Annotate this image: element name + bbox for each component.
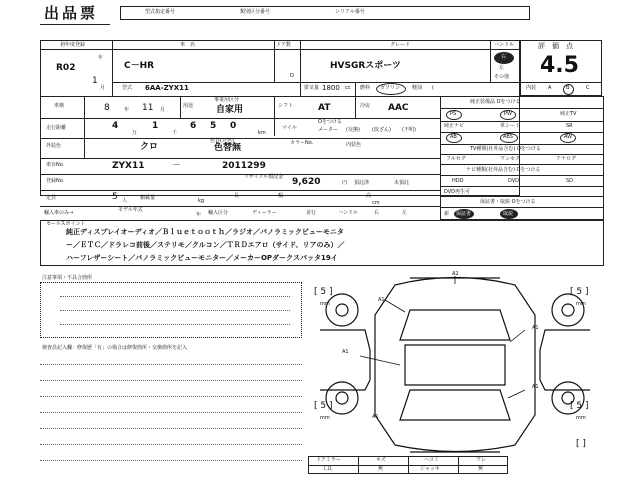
shift-value: AT xyxy=(318,103,331,113)
inspector-note-label: 検査員記入欄：修復歴「有」の場合は修復箇所・交換箇所を記入 xyxy=(42,345,188,351)
car-name-label: 車 名 xyxy=(180,42,196,48)
mileage-digit-1: 4 xyxy=(112,121,119,131)
month-unit: 月 xyxy=(100,85,106,91)
meter-option-unknown: (不明) xyxy=(402,127,416,133)
tv-title: TV種類(社外品含む) Oをつける xyxy=(470,146,541,152)
use-value: 自家用 xyxy=(216,105,244,115)
interior-a: A xyxy=(548,85,552,91)
header-label-type: 型式指定番号 xyxy=(145,9,176,15)
meter-label: マイル xyxy=(282,125,297,131)
legend-dent: ヘコミ xyxy=(424,457,440,463)
tv-fullseg: フルセグ xyxy=(446,156,466,162)
interior-c: C xyxy=(586,85,590,91)
load-label: 積載量 xyxy=(140,195,156,201)
displacement-label: 排気量 xyxy=(304,85,320,91)
damage-mark-front: A2 xyxy=(452,271,459,277)
dvd-playback: DVD再生可 xyxy=(444,189,471,195)
tread-front-left: [ 5 ] xyxy=(314,287,333,297)
steering-left: 左 xyxy=(499,65,505,71)
grade-label: グレード xyxy=(390,42,411,48)
color-code-label: カラーNo. xyxy=(290,140,314,146)
capacity-value: 5 xyxy=(112,192,118,202)
car-name: C－HR xyxy=(124,61,155,71)
fuel-label: 燃料 xyxy=(360,85,371,91)
capacity-unit: 人 xyxy=(122,198,128,204)
score-label: 評 価 点 xyxy=(538,42,573,50)
eq-ab: AB xyxy=(450,134,457,140)
meter-option-meter: メーター xyxy=(318,127,339,133)
year-label: 初年度登録 xyxy=(60,42,86,48)
tv-analog: アナログ xyxy=(556,156,577,162)
steering-right: 右 xyxy=(501,54,507,60)
import-parallel: 並行 xyxy=(306,210,317,216)
tread-spare: [ ] xyxy=(576,439,586,449)
load-unit: kg xyxy=(198,198,205,204)
dim-unit: cm xyxy=(372,200,380,206)
header-label-class: 類別区分番号 xyxy=(240,9,271,15)
tread-unit-rl: mm xyxy=(320,415,330,421)
tread-front-right: [ 5 ] xyxy=(570,287,589,297)
navi-dvd: DVD xyxy=(508,178,520,184)
manual-new: 新 xyxy=(444,211,450,217)
import-type-label: 輸入区分 xyxy=(208,210,229,216)
vin-dash: － xyxy=(172,161,182,171)
import-dealer: ディーラー xyxy=(252,210,277,216)
grade-value: HVSGRスポーツ xyxy=(330,61,401,71)
dim-width: 幅 xyxy=(278,193,284,199)
legend-jack: ジャッキ xyxy=(420,466,440,472)
eq-tv: 純正TV xyxy=(560,111,577,117)
damage-mark-3: A1 xyxy=(342,349,349,355)
legend-tools: 工具 xyxy=(322,466,333,472)
import-label: 輸入車のみ→ xyxy=(44,210,74,216)
recycle-not-deposited: 未預託 xyxy=(394,180,410,186)
score-value: 4.5 xyxy=(540,53,579,78)
eq-ps: PS xyxy=(450,111,457,117)
repaint-label: 色替(元色) xyxy=(210,138,234,144)
eq-leather: 革シート xyxy=(500,123,521,129)
meter-note: Oをつける xyxy=(318,119,342,125)
vin-number: 2011299 xyxy=(222,161,266,171)
navi-hdd: HDD xyxy=(452,178,464,184)
legend-scratch: キズ xyxy=(376,457,386,463)
tread-rear-left: [ 5 ] xyxy=(314,401,333,411)
eq-navi: 純正ナビ xyxy=(444,123,465,129)
repaint-value: 色替無 xyxy=(214,143,242,153)
meter-option-tamper: (改ざん) xyxy=(372,127,391,133)
model-year-label: モデル年式 xyxy=(118,207,143,213)
mileage-digit-2: 1 xyxy=(152,121,159,131)
mileage-unit: km xyxy=(258,130,266,136)
manual-title: 保証書・取説 Oをつける xyxy=(480,199,536,205)
vin-model: ZYX11 xyxy=(112,161,145,171)
tread-unit-rr: mm xyxy=(576,415,586,421)
inspection-year-unit: 年 xyxy=(124,107,130,113)
use-label: 用途 xyxy=(183,103,194,109)
ac-value: AAC xyxy=(388,103,409,113)
ac-label: 冷房 xyxy=(360,103,371,109)
inspection-month: 11 xyxy=(142,103,154,113)
damage-mark-4: A1 xyxy=(532,384,539,390)
interior-b: B xyxy=(566,85,570,91)
use-sub-label: 事業用区分 xyxy=(214,97,240,103)
mileage-unit-sen: 千 xyxy=(172,130,178,136)
tread-rear-right: [ 5 ] xyxy=(570,401,589,411)
sales-point-line-2: ー／ＥＴＣ／ドラレコ前後／ステリモ／クルコン／ＴＲＤエアロ（サイド、リアのみ）／ xyxy=(66,241,345,249)
manual-warranty: 保証書 xyxy=(456,211,472,217)
import-handle-left: 左 xyxy=(402,210,408,216)
door-label: ドア数 xyxy=(276,42,291,48)
sales-point-line-3: ハーフレザーシート／パノラミックビューモニター／メーカーOPダークスパッタ19イ xyxy=(66,254,338,262)
legend-crack: ワレ xyxy=(476,457,487,463)
dim-length: 長 xyxy=(234,193,240,199)
steering-other: その他 xyxy=(494,74,510,80)
capacity-label: 定員 xyxy=(46,195,57,201)
import-handle-right: 右 xyxy=(374,210,380,216)
eq-sr: SR xyxy=(566,123,573,129)
title-underline xyxy=(40,24,110,25)
form-title: 出品票 xyxy=(44,4,99,22)
navi-sd: SD xyxy=(566,178,574,184)
legend-jack-none: 無 xyxy=(478,466,484,472)
fuel-diesel: 軽油 xyxy=(412,85,423,91)
equipment-title: 純正装備品 Oをつける xyxy=(470,99,521,105)
inspection-year: 8 xyxy=(104,103,110,113)
eq-pw: PW xyxy=(504,111,512,117)
eq-abs: ABS xyxy=(503,134,513,140)
model-year-unit: 年 xyxy=(196,212,202,218)
fuel-gasoline: ガソリン xyxy=(380,85,401,91)
mileage-unit-man: 万 xyxy=(132,130,138,136)
tread-unit-fr: mm xyxy=(576,301,586,307)
header-label-serial: シリアル番号 xyxy=(335,9,365,15)
sales-points-label: セールスポイント xyxy=(46,221,86,227)
meter-option-swap: (交換) xyxy=(346,127,360,133)
damage-mark-2: A1 xyxy=(532,325,539,331)
car-damage-diagram xyxy=(300,270,610,460)
mileage-digit-5: 0 xyxy=(230,121,237,131)
color-label: 外装色 xyxy=(46,143,62,149)
mileage-digit-3: 6 xyxy=(190,121,197,131)
door-unit: D xyxy=(290,73,294,79)
fuel-other: ( xyxy=(432,85,434,91)
vin-label: 車台No. xyxy=(46,162,65,168)
model-label: 型式 xyxy=(122,85,133,91)
damage-mark-5: A1 xyxy=(372,414,379,420)
inspection-month-unit: 月 xyxy=(160,107,166,113)
recycle-unit: 円 xyxy=(342,180,348,186)
recycle-deposited: 預託済 xyxy=(354,180,370,186)
registration-label: 登録No. xyxy=(46,178,65,184)
model-value: 6AA-ZYX11 xyxy=(145,84,189,92)
first-registration-month: 1 xyxy=(92,76,98,86)
recycle-label: リサイクル預託金 xyxy=(244,174,284,180)
shift-label: シフト xyxy=(278,103,294,109)
displacement-unit: cc xyxy=(345,85,351,91)
interior-color-label: 内装色 xyxy=(346,142,362,148)
steering-label: ハンドル xyxy=(494,42,515,48)
first-registration-year: R02 xyxy=(56,63,76,73)
header-id-row xyxy=(120,6,530,20)
displacement-value: 1800 xyxy=(322,84,340,92)
mileage-label: 走行距離 xyxy=(46,125,67,131)
eq-aw: AW xyxy=(564,134,573,140)
manual-booklet: 取説 xyxy=(503,211,514,217)
legend-mirror: ドアミラー xyxy=(316,457,341,463)
mileage-digit-4: 5 xyxy=(210,121,217,131)
sales-point-line-1: 純正ディスプレイオーディオ／Ｂｌｕｅｔｏｏｔｈ／ラジオ／パノラミックビューモニタ xyxy=(66,228,344,236)
navi-title: ナビ種類(社外品含む) Oをつける xyxy=(466,167,541,173)
legend-tools-none: 無 xyxy=(378,466,384,472)
dim-height: 高 xyxy=(366,193,372,199)
import-handle-label: ハンドル xyxy=(338,210,359,216)
interior-label: 内装 xyxy=(526,85,537,91)
recycle-value: 9,620 xyxy=(292,177,321,187)
year-unit: 年 xyxy=(98,55,104,61)
tv-oneseg: ワンセグ xyxy=(500,156,521,162)
color-value: クロ xyxy=(140,142,159,152)
inspection-label: 車検 xyxy=(54,103,65,109)
tread-unit-fl: mm xyxy=(320,301,330,307)
caution-label: 注意事項・不具合箇所 xyxy=(42,275,93,281)
damage-mark-1: A1 xyxy=(378,297,385,303)
